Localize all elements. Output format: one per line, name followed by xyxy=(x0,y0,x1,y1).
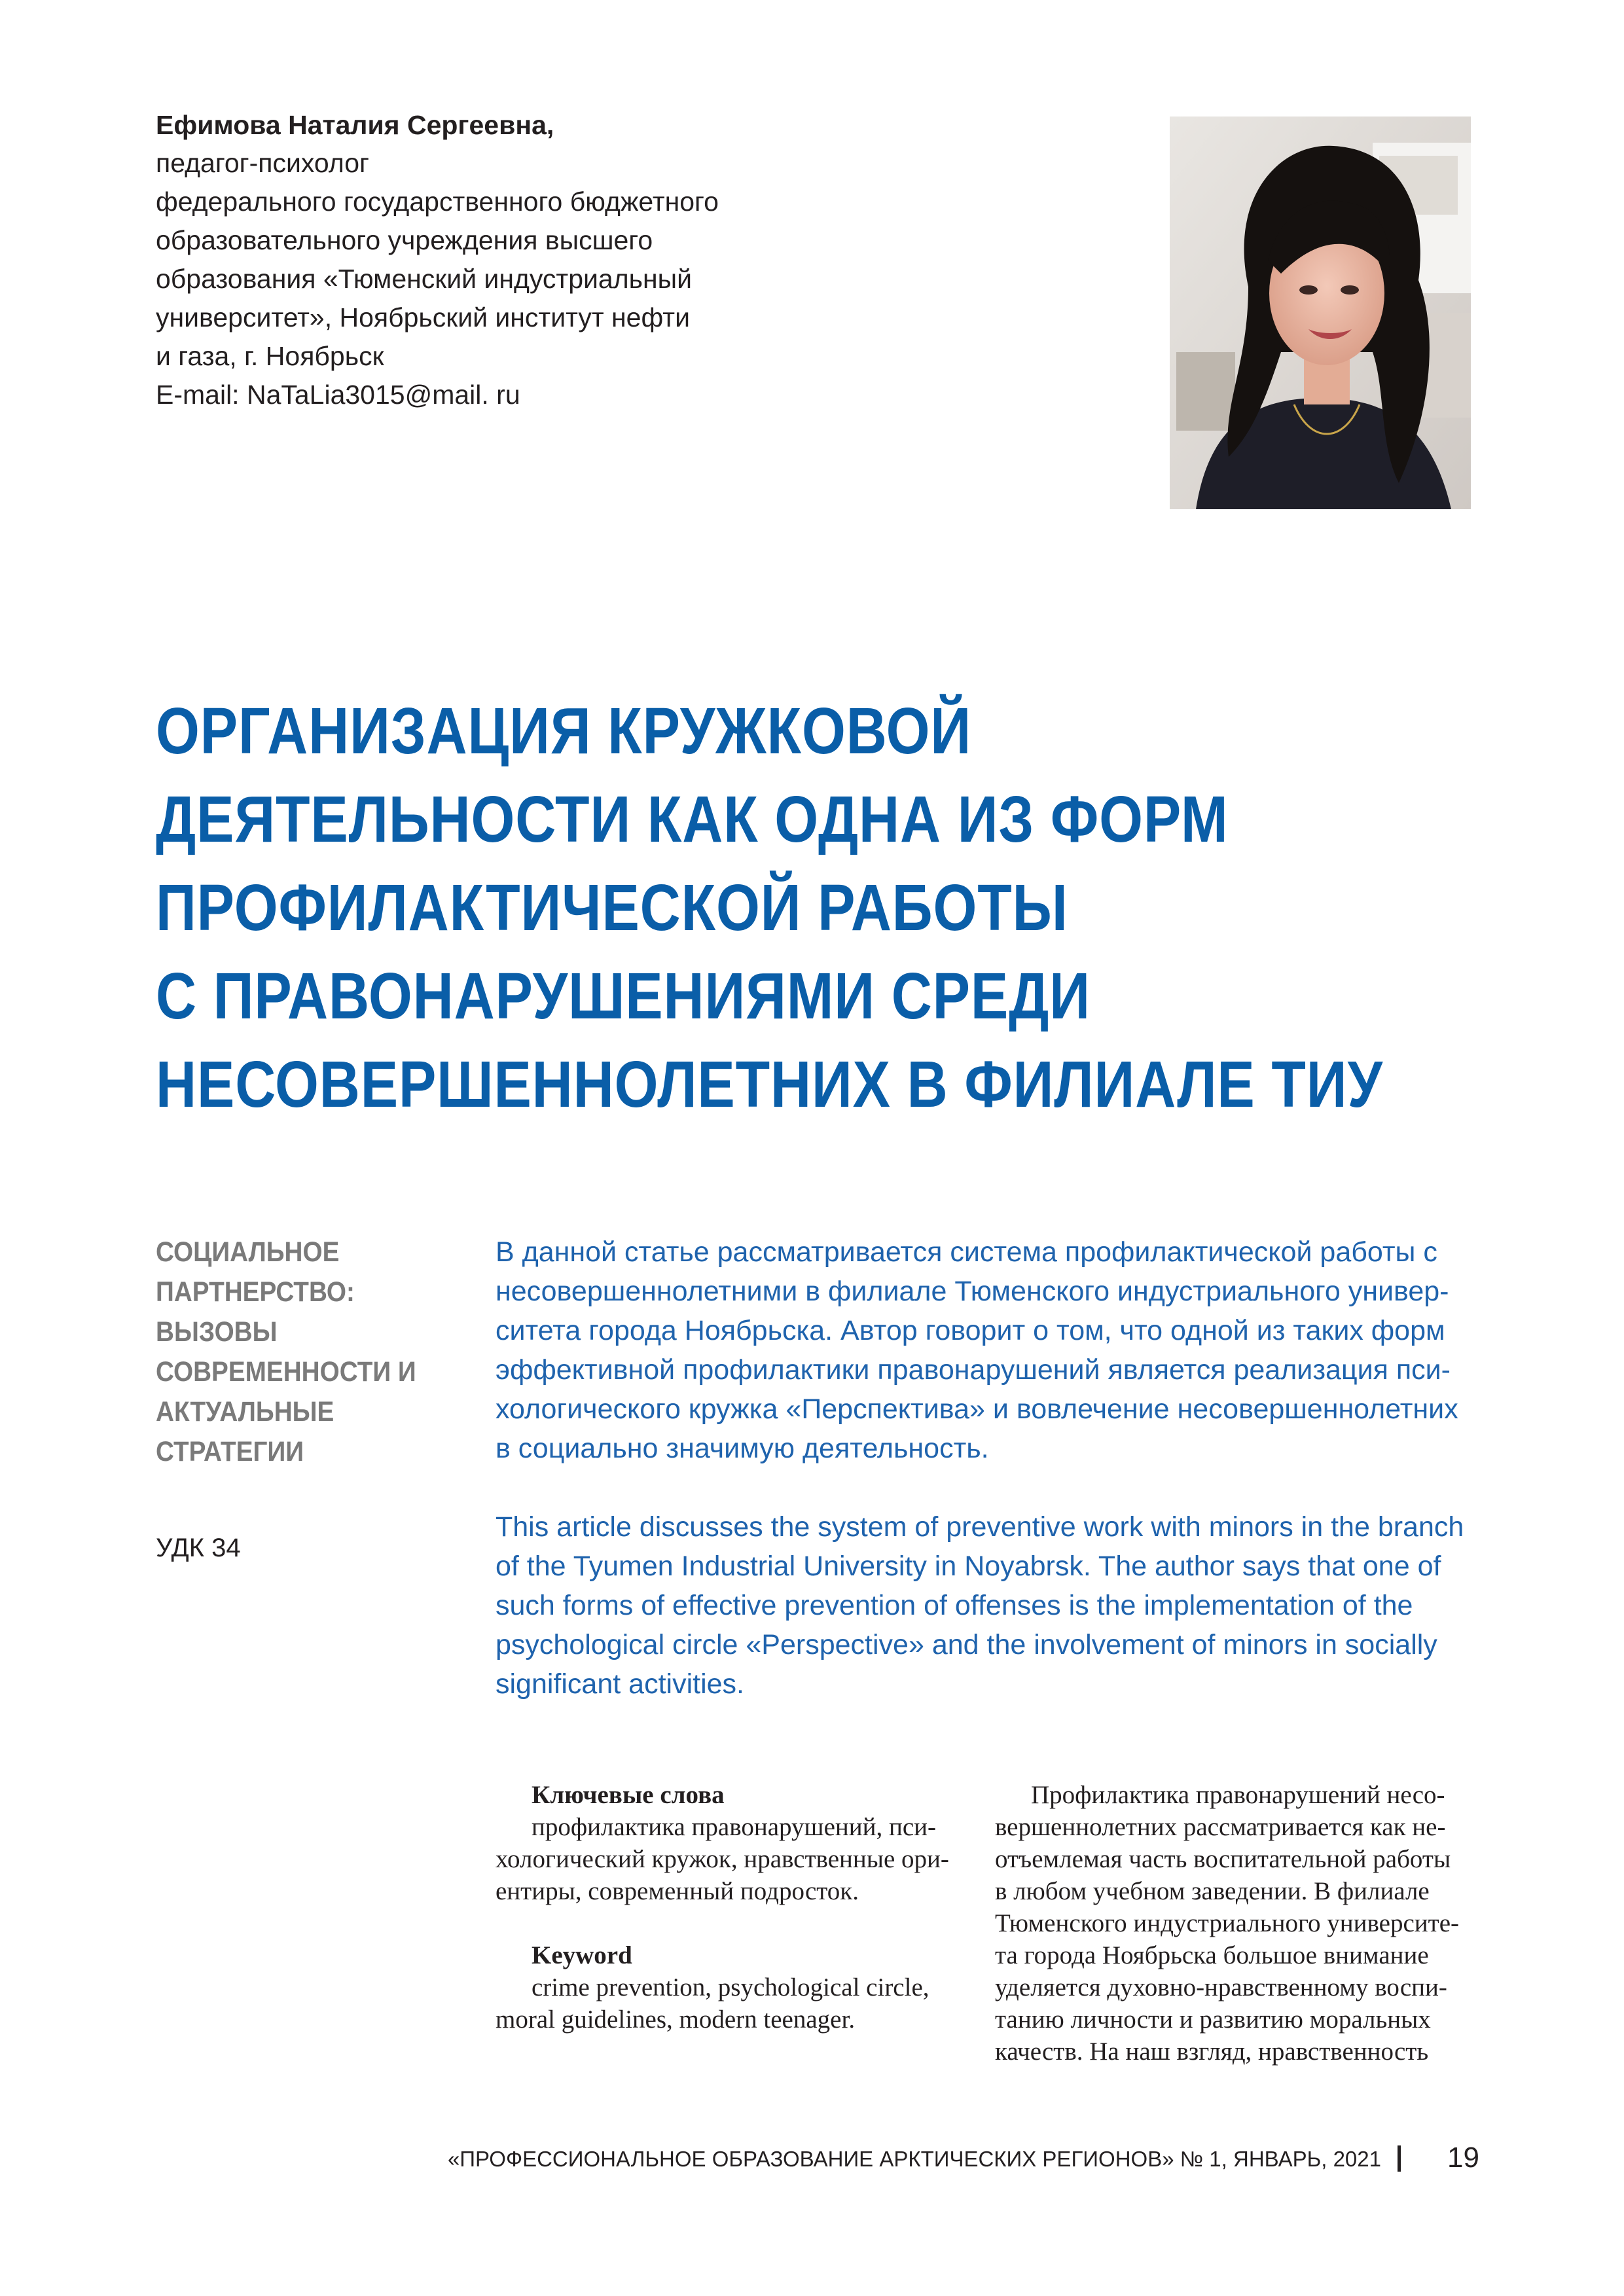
author-email[interactable]: E-mail: NaTaLia3015@mail. ru xyxy=(156,380,520,410)
title-line: ОРГАНИЗАЦИЯ КРУЖКОВОЙ xyxy=(156,694,972,768)
keywords-line: ентиры, современный подросток. xyxy=(496,1877,859,1905)
author-name: Ефимова Наталия Сергеевна, xyxy=(156,110,554,140)
keywords-heading-ru: Ключевые слова xyxy=(532,1781,725,1809)
keywords-line: хологический кружок, нравственные ори- xyxy=(496,1845,949,1873)
abstract-line: несовершеннолетними в филиале Тюменского индустриального универ- xyxy=(496,1276,1449,1307)
body-line: Тюменского индустриального университе- xyxy=(995,1909,1460,1937)
abstract-line: в социально значимую деятельность. xyxy=(496,1433,989,1464)
keywords-column xyxy=(496,1779,967,2036)
body-line: в любом учебном заведении. В филиале xyxy=(995,1877,1430,1905)
keywords-heading-en: Keyword xyxy=(532,1941,632,1969)
abstract-line: This article discusses the system of preventive work with minors in the branch xyxy=(496,1511,1464,1543)
journal-name: «ПРОФЕССИОНАЛЬНОЕ ОБРАЗОВАНИЕ АРКТИЧЕСКИХ РЕГИОНОВ» № 1, ЯНВАРЬ, 2021 xyxy=(447,2147,1381,2171)
abstract-line: significant activities. xyxy=(496,1668,744,1700)
abstract-line: psychological circle «Perspective» and the involvement of minors in socially xyxy=(496,1629,1437,1660)
body-line: Профилактика правонарушений несо- xyxy=(1031,1781,1445,1809)
abstract-line: of the Tyumen Industrial University in Noyabrsk. The author says that one of xyxy=(496,1551,1441,1582)
abstract-line: В данной статье рассматривается система профилактической работы с xyxy=(496,1236,1437,1268)
rubric-line: ПАРТНЕРСТВО: xyxy=(156,1276,355,1308)
keywords-line: профилактика правонарушений, пси- xyxy=(532,1813,937,1841)
keywords-line: moral guidelines, modern teenager. xyxy=(496,2005,856,2034)
rubric-line: СОЦИАЛЬНОЕ xyxy=(156,1236,340,1268)
body-line: уделяется духовно-нравственному воспи- xyxy=(995,1973,1447,2001)
abstract-line: ситета города Ноябрьска. Автор говорит о том, что одной из таких форм xyxy=(496,1315,1445,1346)
footer-separator xyxy=(1398,2145,1401,2172)
body-line: отъемлемая часть воспитательной работы xyxy=(995,1845,1451,1873)
page-footer xyxy=(447,2140,1479,2179)
abstract-russian xyxy=(496,1232,1490,1468)
section-rubric xyxy=(156,1232,463,1472)
author-block xyxy=(156,106,1138,414)
rubric-line: АКТУАЛЬНЫЕ xyxy=(156,1396,334,1427)
body-text-column xyxy=(995,1779,1479,2068)
author-affiliation-line: федерального государственного бюджетного xyxy=(156,187,719,217)
title-line: С ПРАВОНАРУШЕНИЯМИ СРЕДИ xyxy=(156,960,1091,1033)
page-number: 19 xyxy=(1447,2142,1479,2174)
author-affiliation-line: университет», Ноябрьский институт нефти xyxy=(156,302,690,332)
keywords-line: crime prevention, psychological circle, xyxy=(532,1973,929,2001)
abstract-english xyxy=(496,1507,1490,1704)
article-title xyxy=(156,687,1498,1129)
abstract-line: хологического кружка «Перспектива» и вовлечение несовершеннолетних xyxy=(496,1393,1458,1425)
author-city: и газа, г. Ноябрьск xyxy=(156,341,384,371)
author-affiliation-line: образовательного учреждения высшего xyxy=(156,225,653,255)
title-line: ПРОФИЛАКТИЧЕСКОЙ РАБОТЫ xyxy=(156,871,1068,944)
author-affiliation-line: образования «Тюменский индустриальный xyxy=(156,264,693,294)
body-line: качеств. На наш взгляд, нравственность xyxy=(995,2037,1429,2066)
body-line: та города Ноябрьска большое внимание xyxy=(995,1941,1429,1969)
abstract-line: эффективной профилактики правонарушений является реализация пси- xyxy=(496,1354,1451,1386)
rubric-line: СТРАТЕГИИ xyxy=(156,1436,304,1467)
abstract-line: such forms of effective prevention of offenses is the implementation of the xyxy=(496,1590,1413,1621)
rubric-line: СОВРЕМЕННОСТИ И xyxy=(156,1356,416,1388)
rubric-line: ВЫЗОВЫ xyxy=(156,1316,278,1348)
author-position: педагог-психолог xyxy=(156,148,369,178)
author-photo xyxy=(1170,117,1471,509)
body-line: танию личности и развитию моральных xyxy=(995,2005,1431,2034)
title-line: НЕСОВЕРШЕННОЛЕТНИХ В ФИЛИАЛЕ ТИУ xyxy=(156,1048,1383,1121)
body-line: вершеннолетних рассматривается как не- xyxy=(995,1813,1446,1841)
title-line: ДЕЯТЕЛЬНОСТИ КАК ОДНА ИЗ ФОРМ xyxy=(156,783,1229,856)
udk-code: УДК 34 xyxy=(156,1534,241,1562)
